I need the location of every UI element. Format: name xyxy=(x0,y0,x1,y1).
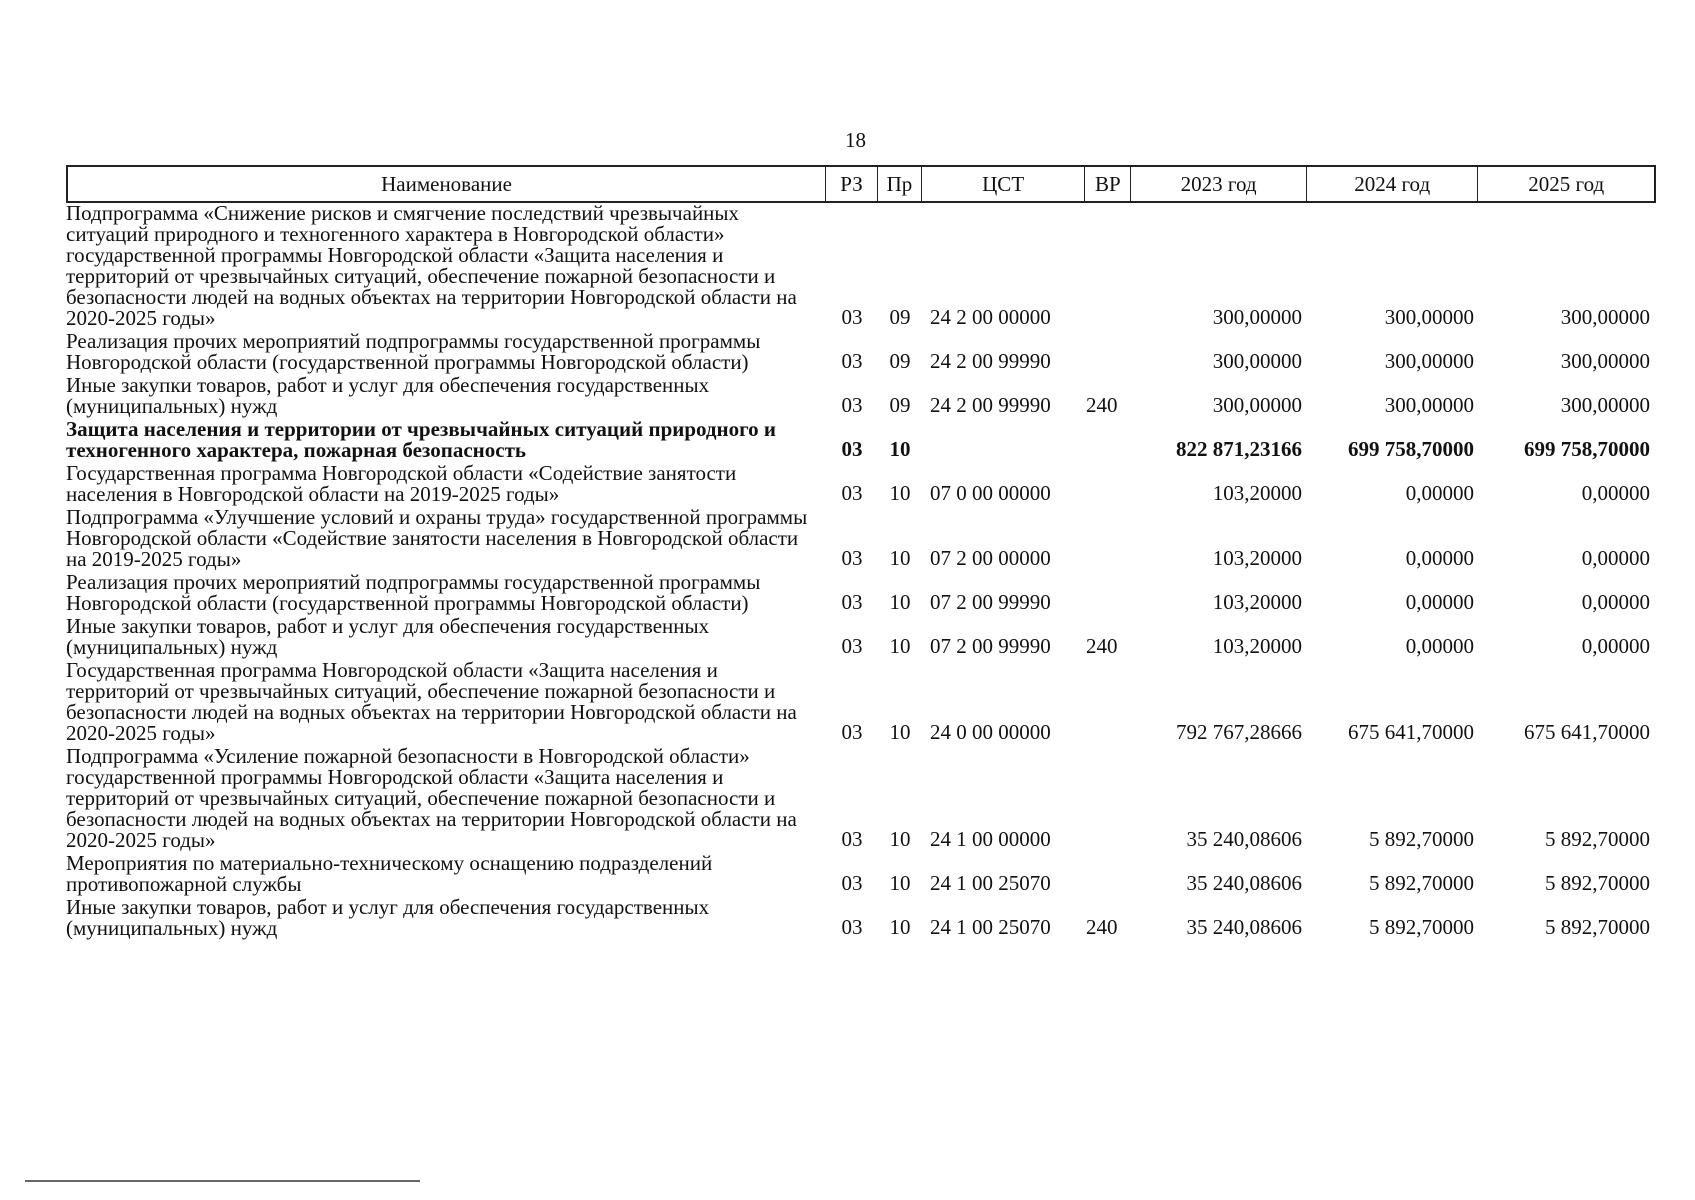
row-vr xyxy=(1086,328,1132,329)
row-2025: 300,00000 xyxy=(1560,305,1650,329)
table-row xyxy=(66,746,1656,851)
row-pr: 10 xyxy=(889,634,911,658)
row-2024: 5 892,70000 xyxy=(1369,871,1474,895)
row-2025: 0,00000 xyxy=(1581,634,1650,658)
row-rz: 03 xyxy=(841,634,863,658)
row-2023: 300,00000 xyxy=(1212,349,1302,373)
row-2023: 35 240,08606 xyxy=(1186,871,1302,895)
row-cst: 24 2 00 99990 xyxy=(930,393,1051,417)
row-cst: 24 1 00 25070 xyxy=(930,871,1051,895)
row-name: Иные закупки товаров, работ и услуг для обеспечения государственных (муниципальных) нужд xyxy=(66,373,710,418)
row-cst: 07 0 00 00000 xyxy=(930,481,1051,505)
row-vr: 240 xyxy=(1086,634,1118,658)
row-2025: 5 892,70000 xyxy=(1545,871,1650,895)
row-name: Защита населения и территории от чрезвычайных ситуаций природного и техногенного характера, пожарная безопасность xyxy=(66,417,777,462)
row-cst xyxy=(922,460,1086,461)
row-vr xyxy=(1086,743,1132,744)
row-2024: 0,00000 xyxy=(1405,590,1474,614)
row-rz: 03 xyxy=(841,349,863,373)
row-pr: 09 xyxy=(889,393,911,417)
row-2024: 5 892,70000 xyxy=(1369,915,1474,939)
row-rz: 03 xyxy=(841,305,863,329)
row-2023: 35 240,08606 xyxy=(1186,827,1302,851)
table-row xyxy=(66,897,1656,939)
row-2024: 5 892,70000 xyxy=(1369,827,1474,851)
table-row xyxy=(66,331,1656,373)
row-2023: 103,20000 xyxy=(1212,546,1302,570)
row-2023: 35 240,08606 xyxy=(1186,915,1302,939)
row-name: Иные закупки товаров, работ и услуг для обеспечения государственных (муниципальных) нужд xyxy=(66,895,710,940)
row-2025: 5 892,70000 xyxy=(1545,827,1650,851)
row-cst: 07 2 00 99990 xyxy=(930,634,1051,658)
row-2024: 300,00000 xyxy=(1384,305,1474,329)
table-row xyxy=(66,572,1656,614)
row-2024: 675 641,70000 xyxy=(1348,720,1474,744)
header-rz: РЗ xyxy=(826,167,878,201)
row-vr xyxy=(1086,460,1132,461)
row-name: Подпрограмма «Улучшение условий и охраны труда» государственной программы Новгородской области «Содействие занятости населения в Новгородской области на 2019-2025 годы» xyxy=(66,505,808,571)
table-row xyxy=(66,660,1656,744)
footer-divider xyxy=(25,1180,420,1182)
row-rz: 03 xyxy=(841,827,863,851)
row-vr: 240 xyxy=(1086,393,1118,417)
row-cst: 24 1 00 00000 xyxy=(930,827,1051,851)
row-2025: 0,00000 xyxy=(1581,590,1650,614)
row-vr xyxy=(1086,613,1132,614)
row-2025: 5 892,70000 xyxy=(1545,915,1650,939)
row-cst: 07 2 00 99990 xyxy=(930,590,1051,614)
row-2023: 103,20000 xyxy=(1212,634,1302,658)
row-name: Подпрограмма «Снижение рисков и смягчение последствий чрезвычайных ситуаций природного и техногенного характера в Новгородской области» государственной программы Новгородской области «Защита населения и территорий от чрезвычайных ситуаций, обеспечение пожарной безопасности и безопасности людей на водных объектах на территории Новгородской области на 2020-2025 годы» xyxy=(66,201,797,330)
row-pr: 10 xyxy=(889,720,911,744)
table-row xyxy=(66,463,1656,505)
row-2023: 300,00000 xyxy=(1212,305,1302,329)
row-vr: 240 xyxy=(1086,915,1118,939)
row-pr: 10 xyxy=(889,590,911,614)
row-2025: 0,00000 xyxy=(1581,546,1650,570)
row-2025: 0,00000 xyxy=(1581,481,1650,505)
row-rz: 03 xyxy=(841,720,863,744)
row-2024: 699 758,70000 xyxy=(1348,437,1474,461)
row-2024: 0,00000 xyxy=(1405,481,1474,505)
row-cst: 24 2 00 99990 xyxy=(930,349,1051,373)
table-row xyxy=(66,507,1656,570)
row-rz: 03 xyxy=(841,546,863,570)
row-pr: 10 xyxy=(889,481,911,505)
row-vr xyxy=(1086,372,1132,373)
header-2024: 2024 год xyxy=(1307,167,1479,201)
row-cst: 24 1 00 25070 xyxy=(930,915,1051,939)
row-2025: 699 758,70000 xyxy=(1524,437,1650,461)
row-cst: 24 0 00 00000 xyxy=(930,720,1051,744)
table-row xyxy=(66,419,1656,461)
row-name: Подпрограмма «Усиление пожарной безопасности в Новгородской области» государственной программы Новгородской области «Защита населения и территорий от чрезвычайных ситуаций, обеспечение пожарной безопасности и безопасности людей на водных объектах на территории Новгородской области на 2020-2025 годы» xyxy=(66,744,797,852)
row-2024: 0,00000 xyxy=(1405,634,1474,658)
row-name: Государственная программа Новгородской области «Защита населения и территорий от чрезвычайных ситуаций, обеспечение пожарной безопасности и безопасности людей на водных объектах на территории Новгородской области на 2020-2025 годы» xyxy=(66,658,797,745)
row-rz: 03 xyxy=(841,393,863,417)
row-vr xyxy=(1086,894,1132,895)
row-pr: 09 xyxy=(889,305,911,329)
row-2023: 103,20000 xyxy=(1212,590,1302,614)
header-name: Наименование xyxy=(68,167,826,201)
row-pr: 10 xyxy=(889,437,911,461)
table-row xyxy=(66,203,1656,329)
budget-table xyxy=(66,165,1656,939)
row-pr: 10 xyxy=(889,546,911,570)
row-vr xyxy=(1086,850,1132,851)
row-rz: 03 xyxy=(841,915,863,939)
header-2025: 2025 год xyxy=(1528,171,1605,196)
row-2023: 300,00000 xyxy=(1212,393,1302,417)
row-cst: 07 2 00 00000 xyxy=(930,546,1051,570)
row-2023: 103,20000 xyxy=(1212,481,1302,505)
row-name: Реализация прочих мероприятий подпрограммы государственной программы Новгородской области (государственной программы Новгородской области) xyxy=(66,570,761,615)
row-name: Государственная программа Новгородской области «Содействие занятости населения в Новгородской области на 2019-2025 годы» xyxy=(66,461,737,506)
row-rz: 03 xyxy=(841,871,863,895)
row-pr: 10 xyxy=(889,871,911,895)
row-2025: 300,00000 xyxy=(1560,349,1650,373)
page-number: 18 xyxy=(845,128,866,152)
header-pr: Пр xyxy=(878,167,922,201)
header-cst: ЦСТ xyxy=(922,167,1086,201)
row-2023: 822 871,23166 xyxy=(1176,437,1302,461)
row-rz: 03 xyxy=(841,590,863,614)
row-name: Иные закупки товаров, работ и услуг для обеспечения государственных (муниципальных) нужд xyxy=(66,614,710,659)
table-row xyxy=(66,616,1656,658)
row-pr: 10 xyxy=(889,915,911,939)
row-vr xyxy=(1086,569,1132,570)
header-vr: ВР xyxy=(1085,167,1131,201)
table-header xyxy=(66,165,1656,203)
row-2025: 675 641,70000 xyxy=(1524,720,1650,744)
row-2025: 300,00000 xyxy=(1560,393,1650,417)
table-row xyxy=(66,375,1656,417)
row-cst: 24 2 00 00000 xyxy=(930,305,1051,329)
row-rz: 03 xyxy=(841,481,863,505)
row-pr: 10 xyxy=(889,827,911,851)
table-body xyxy=(66,203,1656,939)
row-name: Реализация прочих мероприятий подпрограммы государственной программы Новгородской области (государственной программы Новгородской области) xyxy=(66,329,761,374)
row-vr xyxy=(1086,504,1132,505)
header-2023: 2023 год xyxy=(1131,167,1307,201)
row-2024: 300,00000 xyxy=(1384,393,1474,417)
row-pr: 09 xyxy=(889,349,911,373)
row-name: Мероприятия по материально-техническому оснащению подразделений противопожарной службы xyxy=(66,851,713,896)
row-2023: 792 767,28666 xyxy=(1176,720,1302,744)
row-rz: 03 xyxy=(841,437,863,461)
table-row xyxy=(66,853,1656,895)
row-2024: 300,00000 xyxy=(1384,349,1474,373)
row-2024: 0,00000 xyxy=(1405,546,1474,570)
